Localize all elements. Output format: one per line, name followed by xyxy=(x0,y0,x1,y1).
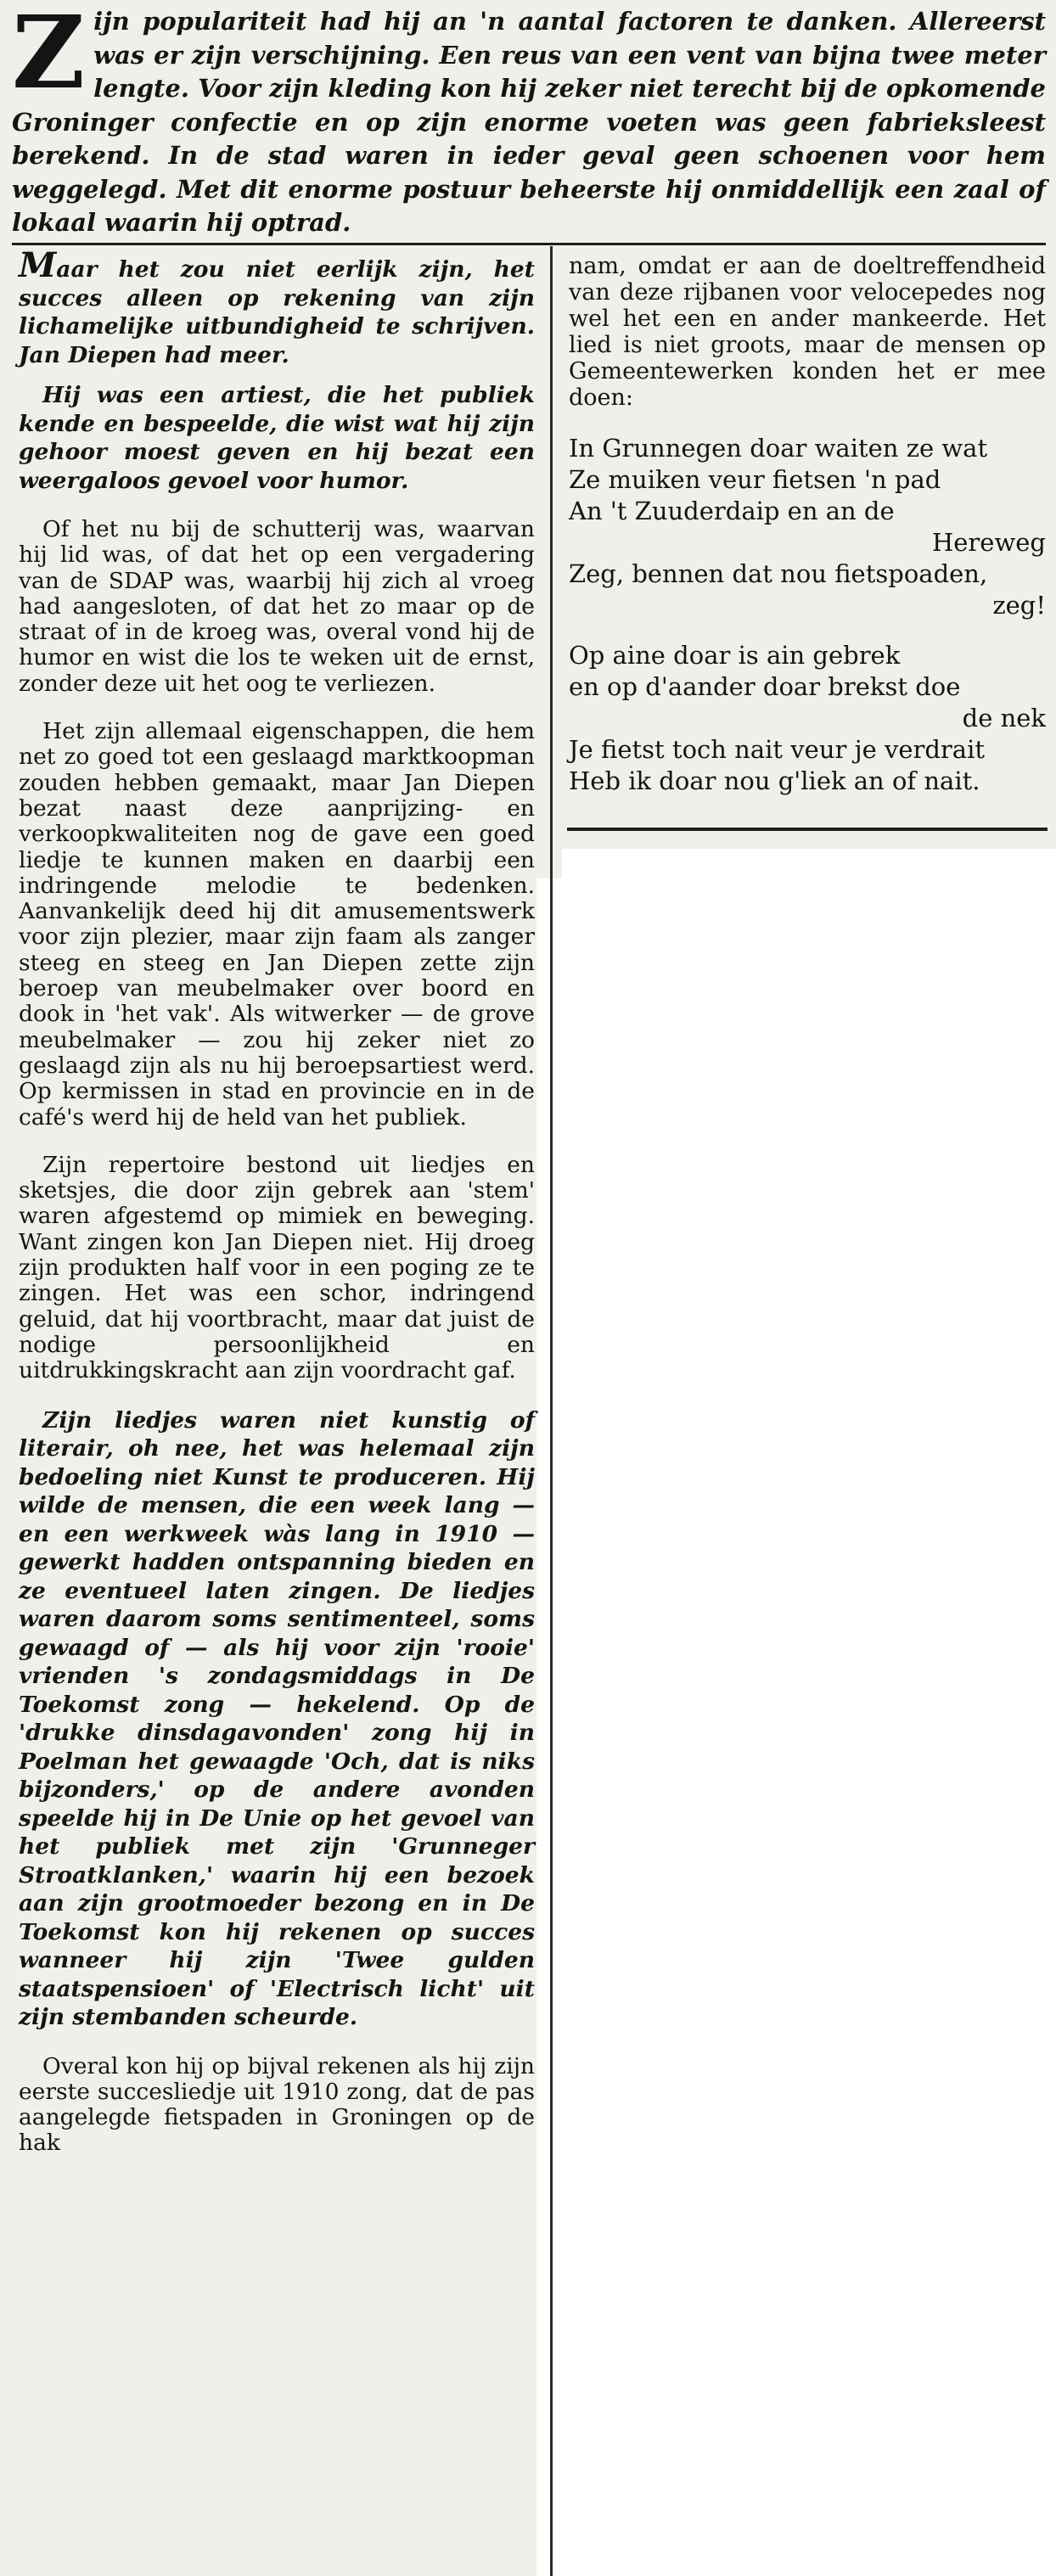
right-prose: nam, omdat er aan de doeltreffendheid van deze rijbanen voor velocepedes nog wel het een en ander mankeerde. Het lied is niet groots, maar de mensen op Gemeentewerken konden het er mee doen: xyxy=(569,253,1046,411)
stanza-1-line-5: Zeg, bennen dat nou fietspoaden, xyxy=(569,559,988,588)
drop-cap: Z xyxy=(12,0,86,111)
horizontal-rule xyxy=(12,243,1046,245)
paragraph-6: Zijn liedjes waren niet kunstig of literair, oh nee, het was helemaal zijn bedoeling niet Kunst te produceren. Hij wilde de mensen, die een week lang — en een werkweek wàs lang in 1910 — gewerkt hadden ontspanning bieden en ze eventueel laten zingen. De liedjes waren daarom soms sentimenteel, soms gewaagd of — als hij voor zijn 'rooie' vrienden 's zondagsmiddags in De Toekomst zong — hekelend. Op de 'drukke dinsdagavonden' zong hij in Poelman het gewaagde 'Och, dat is niks bijzonders,' op de andere avonden speelde hij in De Unie op het gevoel van het publiek met zijn 'Grunneger Stroatklanken,' waarin hij een bezoek aan zijn grootmoeder bezong en in De Toekomst kon hij rekenen op succes wanneer hij zijn 'Twee gulden staatspensioen' of 'Electrisch licht' uit zijn stembanden scheurde. xyxy=(19,1406,535,2030)
paragraph-1-initial: M xyxy=(19,245,57,285)
blank-area-right xyxy=(562,849,1056,2576)
paragraph-4: Het zijn allemaal eigenschappen, die hem net zo goed tot een geslaagd marktkoopman zouden hebben gemaakt, maar Jan Diepen bezat naast deze aanprijzing- en verkoopkwaliteiten nog de gave een goed liedje te kunnen maken en daarbij een indringende melodie te bedenken. Aanvankelijk deed hij dit amusementswerk voor zijn plezier, maar zijn faam als zanger steeg en steeg en Jan Diepen zette zijn beroep van meubelmaker over boord en dook in 'het vak'. Als witwerker — de grove meubelmaker — zou hij zeker niet zo geslaagd zijn als nu hij beroepsartiest werd. Op kermissen in stad en provincie en in de café's werd hij de held van het publiek. xyxy=(19,718,535,1131)
paragraph-7: Overal kon hij op bijval rekenen als hij zijn eerste succesliedje uit 1910 zong, dat de pas aangelegde fietspaden in Groningen op de hak xyxy=(19,2052,535,2157)
stanza-2-line-3: de nek xyxy=(962,704,1046,732)
paragraph-3: Of het nu bij de schutterij was, waarvan hij lid was, of dat het op een vergadering van de SDAP was, waarbij hij zich al vroeg had aangesloten, of dat het zo maar op de straat of in de kroeg was, overal vond hij de humor en wist die los te weken uit de ernst, zonder deze uit het oog te verliezen. xyxy=(19,516,535,697)
stanza-2-line-5: Heb ik doar nou g'liek an of nait. xyxy=(569,766,980,795)
paragraph-2: Hij was een artiest, die het publiek kende en bespeelde, die wist wat hij zijn gehoor moest geven en hij bezat een weergaloos gevoel voor humor. xyxy=(19,382,535,494)
stanza-2-line-4: Je fietst toch nait veur je verdrait xyxy=(569,735,986,764)
stanza-2-line-1: Op aine doar is ain gebrek xyxy=(569,641,901,670)
paragraph-1 xyxy=(19,245,535,369)
article-end-rule xyxy=(567,828,1048,831)
paragraph-5: Zijn repertoire bestond uit liedjes en sketsjes, die door zijn gebrek aan 'stem' waren afgestemd op mimiek en beweging. Want zingen kon Jan Diepen niet. Hij droeg zijn produkten half voor in een poging ze te zingen. Het was een schor, indringend geluid, dat hij voortbracht, maar dat juist de nodige persoonlijkheid en uitdrukkingskracht aan zijn voordracht gaf. xyxy=(19,1151,535,1384)
stanza-2-line-2: en op d'aander doar brekst doe xyxy=(569,672,961,701)
intro-paragraph xyxy=(12,0,1046,240)
song-stanza-2 xyxy=(569,640,1046,797)
column-divider xyxy=(550,246,553,2576)
stanza-1-line-6: zeg! xyxy=(992,591,1046,620)
stanza-1-line-3: An 't Zuuderdaip en an de xyxy=(569,497,895,525)
stanza-1-line-1: In Grunnegen doar waiten ze wat xyxy=(569,434,988,463)
intro-text: ijn populariteit had hij an 'n aantal factoren te danken. Allereerst was er zijn verschijning. Een reus van een vent van bijna twee meter lengte. Voor zijn kleding kon hij zeker niet terecht bij de opkomende Groninger confectie en op zijn enorme voeten was geen fabrieksleest berekend. In de stad waren in ieder geval geen schoenen voor hem weggelegd. Met dit enorme postuur beheerste hij onmiddellijk een zaal of lokaal waarin hij optrad. xyxy=(12,7,1046,237)
stanza-1-line-2: Ze muiken veur fietsen 'n pad xyxy=(569,465,941,494)
paragraph-1-text: aar het zou niet eerlijk zijn, het succes alleen op rekening van zijn lichamelijke uitbundigheid te schrijven. Jan Diepen had meer. xyxy=(19,256,535,368)
song-stanza-1 xyxy=(569,433,1046,621)
left-column xyxy=(19,245,535,2169)
right-column xyxy=(569,253,1046,816)
stanza-1-line-4: Hereweg xyxy=(931,528,1046,557)
